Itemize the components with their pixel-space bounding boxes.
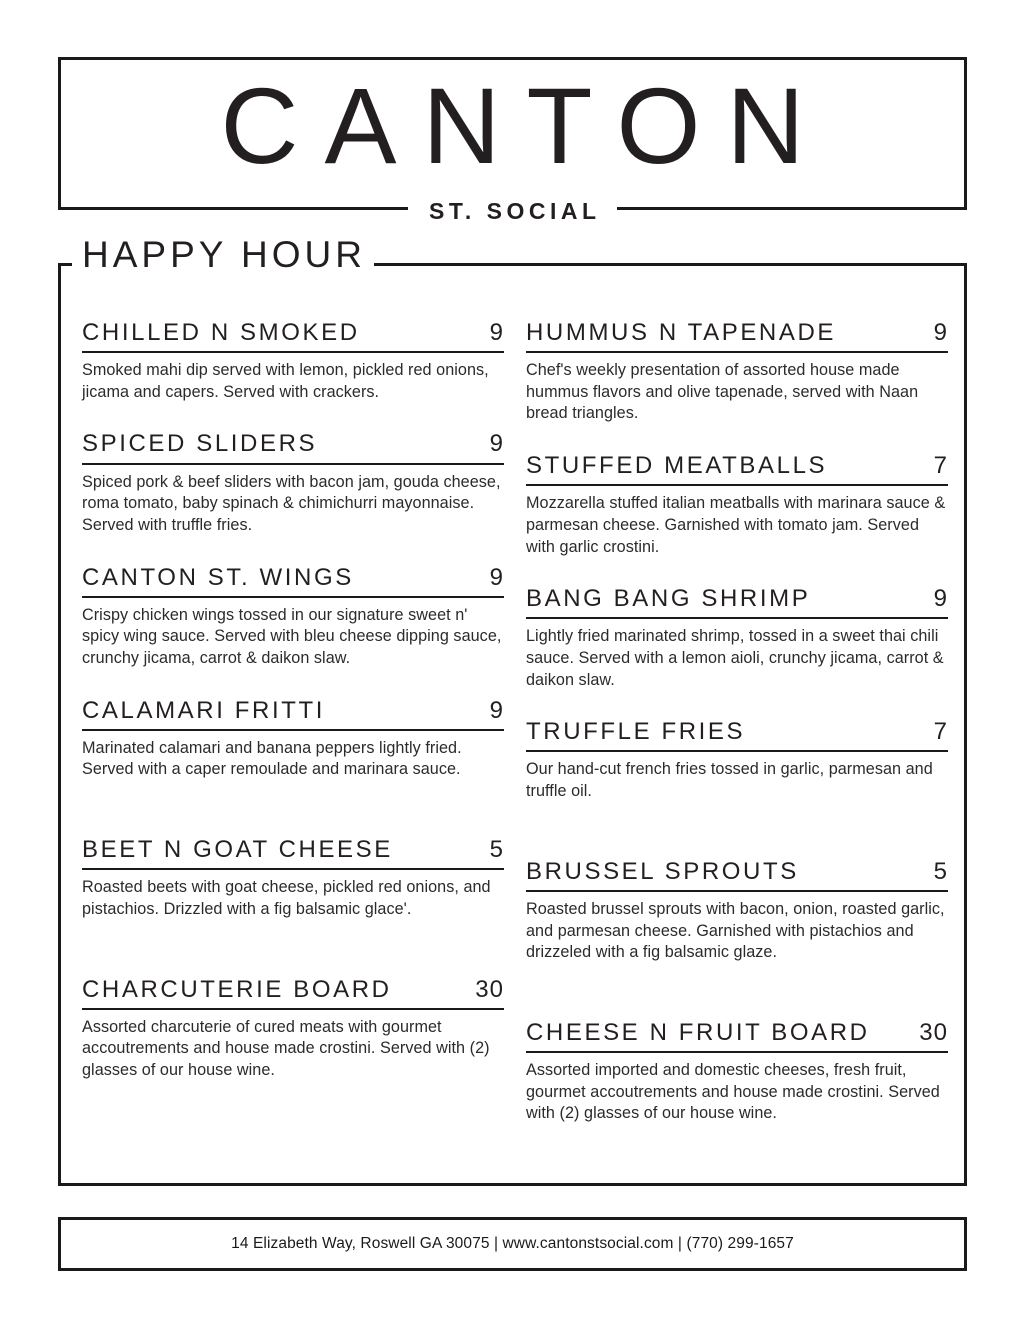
menu-item	[82, 977, 504, 1082]
menu-item-price: 5	[489, 836, 504, 864]
menu-item-description: Lightly fried marinated shrimp, tossed in a sweet thai chili sauce. Served with a lemon aioli, crunchy jicama, carrot & daikon slaw.	[526, 627, 944, 689]
menu-item	[526, 719, 948, 802]
menu-item-description: Spiced pork & beef sliders with bacon jam, gouda cheese, roma tomato, baby spinach & chimichurri mayonnaise. Served with truffle fries.	[82, 472, 501, 534]
footer-box	[58, 1217, 967, 1271]
menu-item-name: STUFFED MEATBALLS	[526, 452, 828, 480]
menu-item-head	[82, 977, 504, 1010]
menu-item-price: 30	[919, 1018, 948, 1046]
menu-item	[82, 320, 504, 403]
tagline-wrap	[61, 200, 964, 223]
menu-item-head	[82, 837, 504, 870]
menu-item-description: Marinated calamari and banana peppers lightly fried. Served with a caper remoulade and marinara sauce.	[82, 738, 462, 779]
menu-item-price: 9	[933, 319, 948, 346]
menu-item-description: Roasted brussel sprouts with bacon, onion, roasted garlic, and parmesan cheese. Garnished with pistachios and drizzeled with a fig balsamic glaze.	[526, 899, 945, 962]
menu-grid	[82, 320, 948, 1153]
menu-item-name: CHEESE N FRUIT BOARD	[526, 1018, 870, 1046]
restaurant-tagline: ST. SOCIAL	[408, 200, 616, 223]
menu-item-price: 9	[933, 585, 948, 613]
menu-item-name: TRUFFLE FRIES	[526, 718, 746, 746]
menu-item-description: Roasted beets with goat cheese, pickled red onions, and pistachios. Drizzled with a fig balsamic glace'.	[82, 878, 491, 918]
menu-item-price: 30	[475, 975, 504, 1003]
menu-item-description: Mozzarella stuffed italian meatballs with marinara sauce & parmesan cheese. Garnished with tomato jam. Served with garlic crostini.	[526, 494, 946, 556]
menu-item-name: HUMMUS N TAPENADE	[526, 319, 837, 346]
menu-item-name: BRUSSEL SPROUTS	[526, 857, 799, 885]
menu-item-description: Our hand-cut french fries tossed in garlic, parmesan and truffle oil.	[526, 760, 933, 801]
menu-item-price: 5	[933, 857, 948, 885]
menu-item	[82, 431, 504, 536]
menu-item-head	[82, 698, 504, 731]
logo-box	[58, 57, 967, 224]
menu-column-right	[526, 320, 948, 1153]
menu-item	[82, 565, 504, 670]
menu-item	[82, 837, 504, 920]
menu-item-head	[526, 859, 948, 892]
page-title: HAPPY HOUR	[78, 236, 374, 275]
menu-item-head	[526, 586, 948, 619]
menu-item	[526, 859, 948, 964]
menu-item-name: CALAMARI FRITTI	[82, 696, 326, 724]
menu-item-price: 7	[933, 718, 948, 746]
menu-item-name: SPICED SLIDERS	[82, 430, 318, 458]
menu-item	[526, 453, 948, 558]
menu-item-head	[82, 431, 504, 464]
menu-item-description: Crispy chicken wings tossed in our signature sweet n' spicy wing sauce. Served with bleu cheese dipping sauce, crunchy jicama, carrot & daikon slaw.	[82, 605, 502, 667]
menu-item	[526, 1020, 948, 1125]
menu-item-name: BANG BANG SHRIMP	[526, 585, 811, 613]
menu-item-name: BEET N GOAT CHEESE	[82, 836, 393, 864]
menu-column-left	[82, 320, 504, 1153]
menu-item-price: 7	[933, 452, 948, 480]
menu-item-description: Smoked mahi dip served with lemon, pickled red onions, jicama and capers. Served with crackers.	[82, 361, 489, 401]
menu-item-name: CHILLED N SMOKED	[82, 319, 360, 346]
menu-item	[82, 698, 504, 781]
menu-item-description: Assorted charcuterie of cured meats with gourmet accoutrements and house made crostini. Served with (2) glasses of our house wine.	[82, 1017, 490, 1079]
menu-item	[526, 586, 948, 691]
menu-item-head	[526, 719, 948, 752]
menu-item-head	[82, 565, 504, 598]
menu-item-description: Chef's weekly presentation of assorted house made hummus flavors and olive tapenade, served with Naan bread triangles.	[526, 361, 919, 423]
footer-contact-info: 14 Elizabeth Way, Roswell GA 30075 | www.cantonstsocial.com | (770) 299-1657	[231, 1235, 794, 1252]
menu-item-price: 9	[489, 430, 504, 458]
menu-item-price: 9	[489, 563, 504, 591]
menu-item-price: 9	[489, 696, 504, 724]
menu-item-head	[82, 320, 504, 353]
menu-item-name: CHARCUTERIE BOARD	[82, 975, 392, 1003]
menu-item	[526, 320, 948, 425]
restaurant-name: CANTON	[220, 65, 831, 186]
menu-item-head	[526, 1020, 948, 1053]
menu-item-head	[526, 453, 948, 486]
menu-item-description: Assorted imported and domestic cheeses, fresh fruit, gourmet accoutrements and house made crostini. Served with (2) glasses of our house wine.	[526, 1061, 940, 1123]
menu-item-head	[526, 320, 948, 353]
menu-item-price: 9	[489, 319, 504, 346]
menu-item-name: CANTON ST. WINGS	[82, 563, 354, 591]
